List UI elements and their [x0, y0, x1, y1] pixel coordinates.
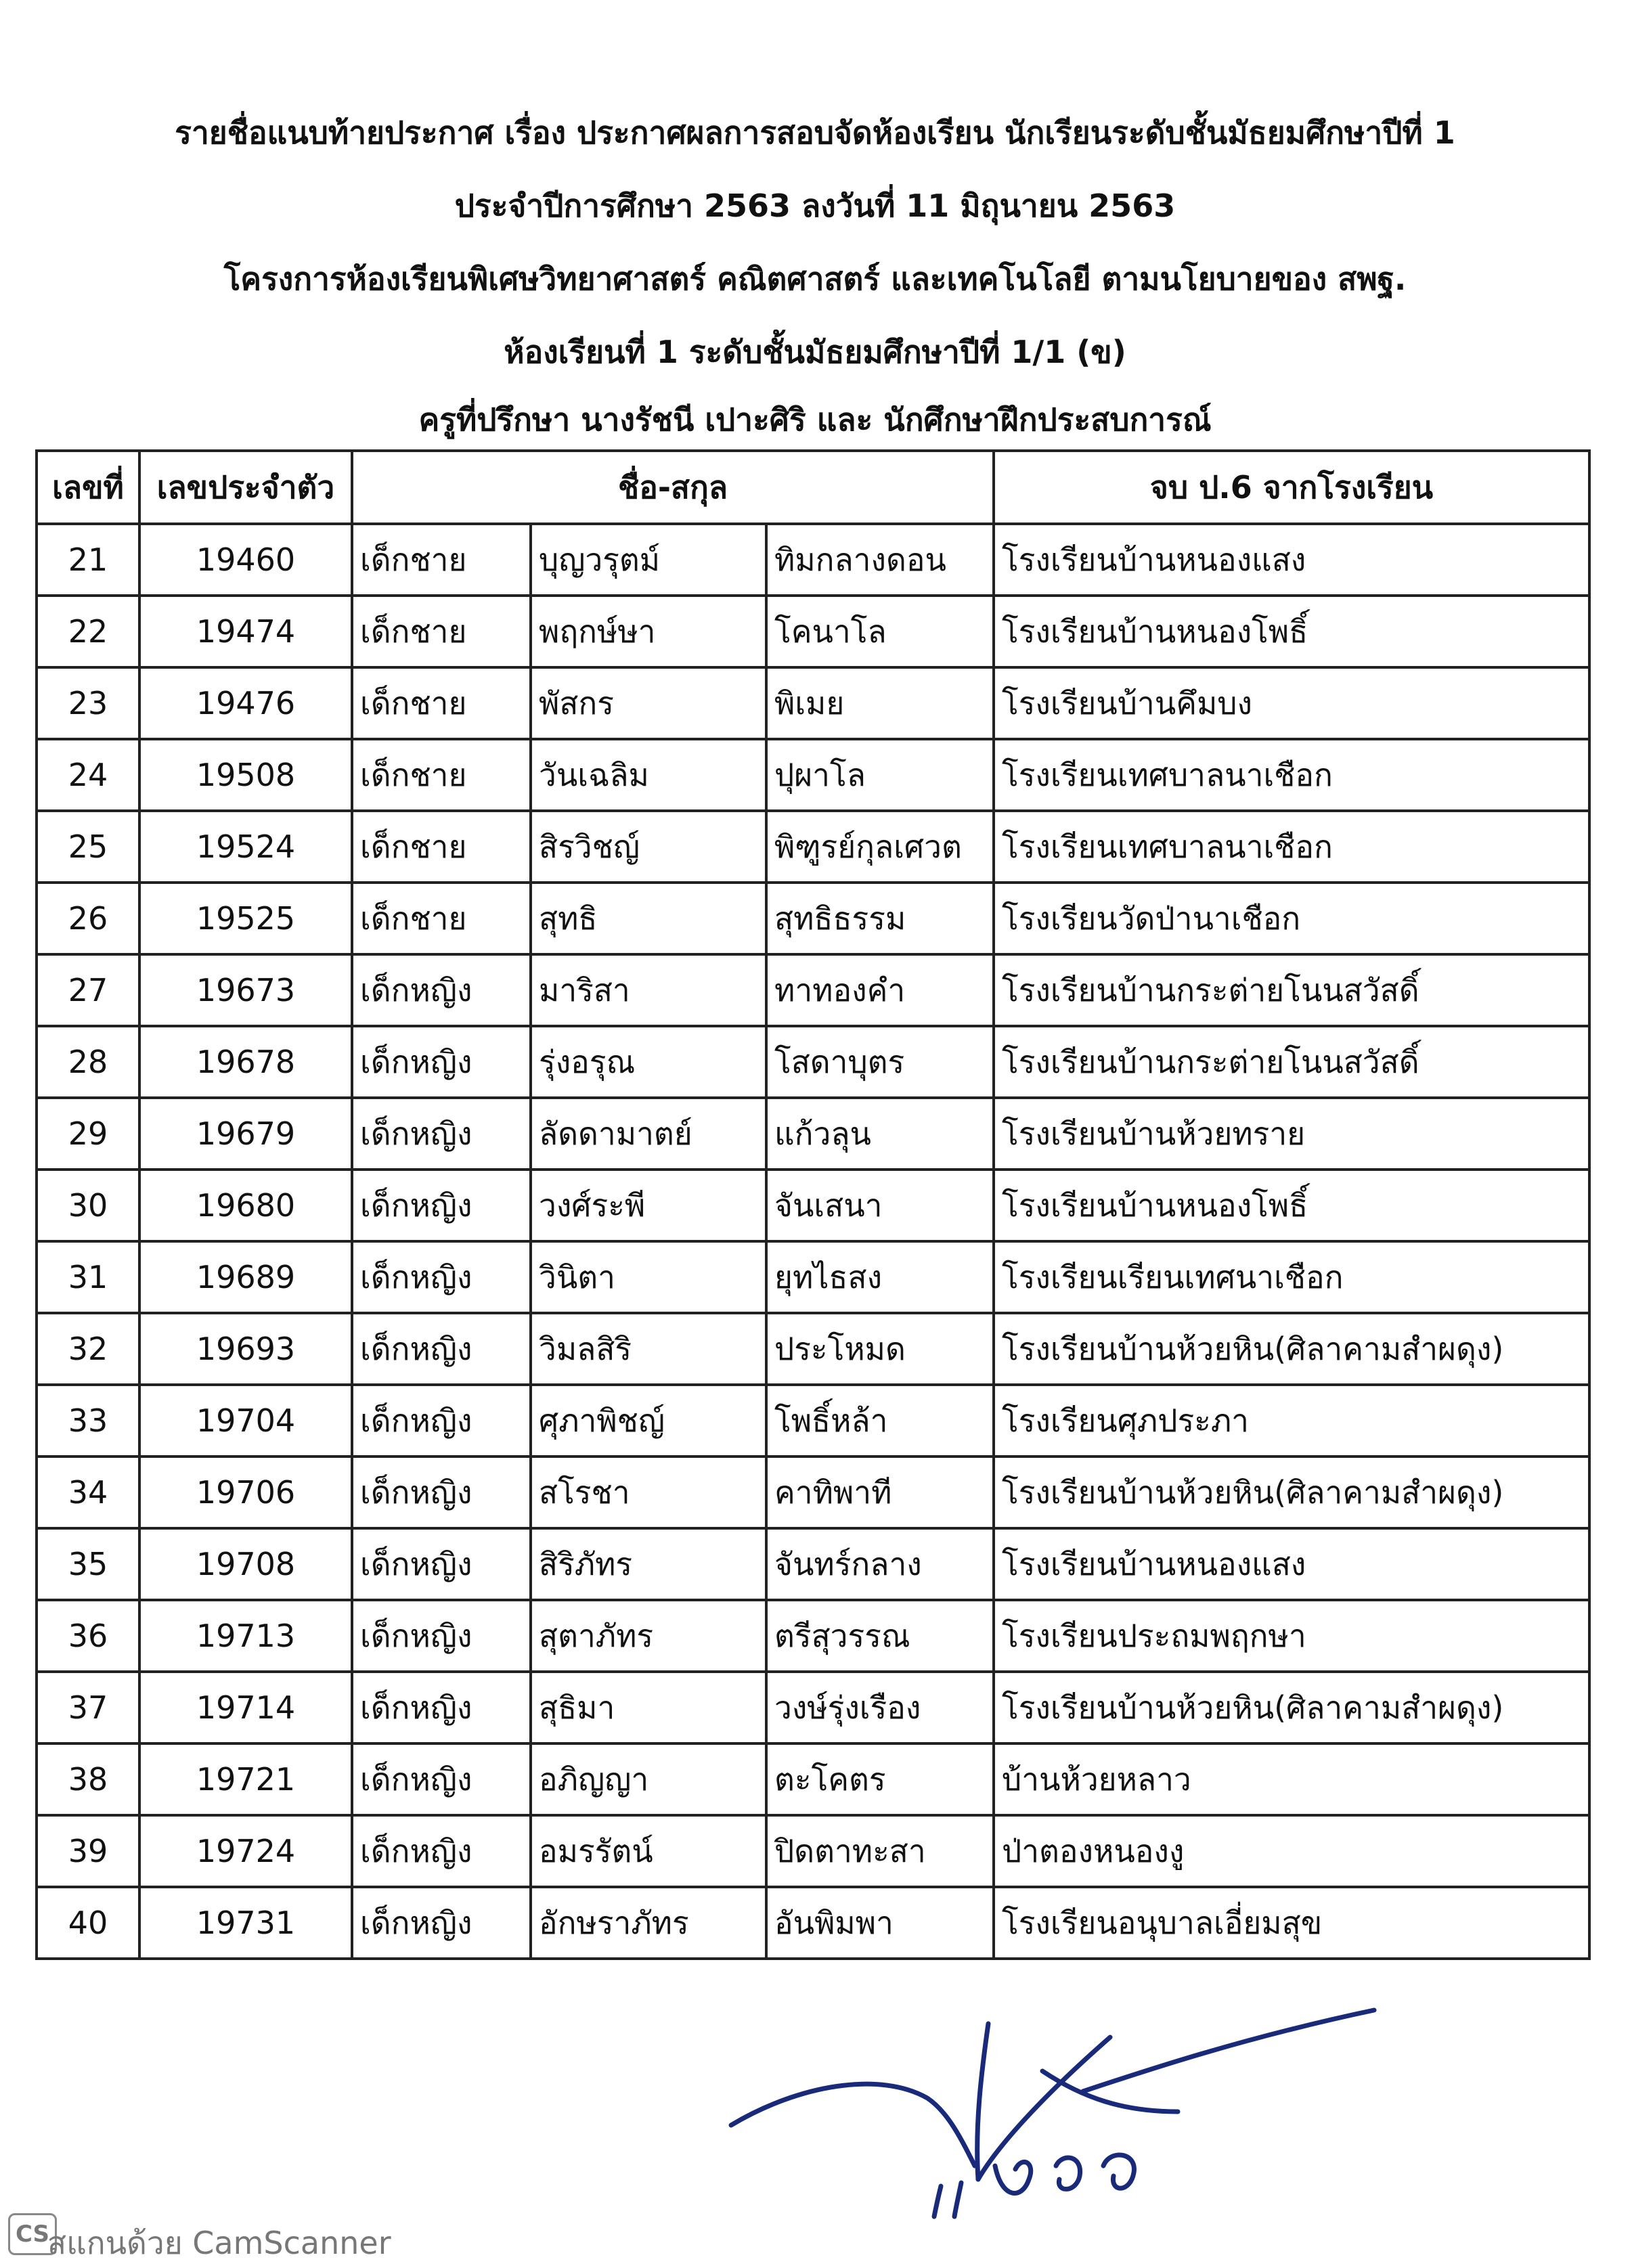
- previous-school: โรงเรียนบ้านหนองโพธิ์: [994, 596, 1589, 667]
- table-row: [37, 1098, 1589, 1170]
- first-name: พัสกร: [531, 667, 766, 739]
- previous-school: โรงเรียนอนุบาลเอี่ยมสุข: [994, 1887, 1589, 1959]
- row-number: 40: [37, 1887, 139, 1959]
- student-id: 19525: [139, 883, 352, 954]
- last-name: แก้วลุน: [766, 1098, 994, 1170]
- name-prefix: เด็กหญิง: [352, 1815, 531, 1887]
- last-name: จันเสนา: [766, 1170, 994, 1241]
- previous-school: โรงเรียนบ้านห้วยหิน(ศิลาคามสำผดุง): [994, 1672, 1589, 1743]
- student-id: 19524: [139, 811, 352, 883]
- name-prefix: เด็กหญิง: [352, 1743, 531, 1815]
- name-prefix: เด็กหญิง: [352, 1098, 531, 1170]
- student-id: 19713: [139, 1600, 352, 1672]
- row-number: 23: [37, 667, 139, 739]
- student-id: 19714: [139, 1672, 352, 1743]
- name-prefix: เด็กหญิง: [352, 1241, 531, 1313]
- name-prefix: เด็กชาย: [352, 739, 531, 811]
- previous-school: โรงเรียนศุภประภา: [994, 1385, 1589, 1457]
- last-name: ทิมกลางดอน: [766, 524, 994, 596]
- previous-school: โรงเรียนบ้านคึมบง: [994, 667, 1589, 739]
- first-name: สุตาภัทร: [531, 1600, 766, 1672]
- camscanner-logo: CS: [8, 2213, 57, 2255]
- table-row: [37, 1600, 1589, 1672]
- first-name: วินิตา: [531, 1241, 766, 1313]
- table-row: [37, 524, 1589, 596]
- table-row: [37, 1743, 1589, 1815]
- student-id: 19460: [139, 524, 352, 596]
- row-number: 27: [37, 954, 139, 1026]
- header-line-program: โครงการห้องเรียนพิเศษวิทยาศาสตร์ คณิตศาสตร์ และเทคโนโลยี ตามนโยบายของ สพฐ.: [223, 261, 1407, 297]
- first-name: สิริภัทร: [531, 1528, 766, 1600]
- previous-school: โรงเรียนบ้านกระต่ายโนนสวัสดิ์: [994, 954, 1589, 1026]
- camscanner-watermark: สแกนด้วย CamScanner: [47, 2225, 391, 2261]
- column-header-school: จบ ป.6 จากโรงเรียน: [994, 451, 1589, 524]
- last-name: ยุทไธสง: [766, 1241, 994, 1313]
- row-number: 36: [37, 1600, 139, 1672]
- student-id: 19673: [139, 954, 352, 1026]
- row-number: 32: [37, 1313, 139, 1385]
- first-name: รุ่งอรุณ: [531, 1026, 766, 1098]
- row-number: 33: [37, 1385, 139, 1457]
- table-row: [37, 883, 1589, 954]
- student-id: 19724: [139, 1815, 352, 1887]
- name-prefix: เด็กหญิง: [352, 1887, 531, 1959]
- name-prefix: เด็กชาย: [352, 811, 531, 883]
- name-prefix: เด็กหญิง: [352, 1026, 531, 1098]
- student-id: 19476: [139, 667, 352, 739]
- name-prefix: เด็กหญิง: [352, 1385, 531, 1457]
- first-name: ศุภาพิชญ์: [531, 1385, 766, 1457]
- handwritten-signature: [704, 1997, 1408, 2220]
- first-name: สุธิมา: [531, 1672, 766, 1743]
- last-name: ปิดตาทะสา: [766, 1815, 994, 1887]
- student-id: 19678: [139, 1026, 352, 1098]
- table-row: [37, 739, 1589, 811]
- table-body: [37, 524, 1589, 1959]
- name-prefix: เด็กหญิง: [352, 1313, 531, 1385]
- row-number: 22: [37, 596, 139, 667]
- last-name: พิฑูรย์กุลเศวต: [766, 811, 994, 883]
- first-name: ลัดดามาตย์: [531, 1098, 766, 1170]
- row-number: 35: [37, 1528, 139, 1600]
- student-id: 19706: [139, 1457, 352, 1528]
- first-name: สิรวิชญ์: [531, 811, 766, 883]
- row-number: 34: [37, 1457, 139, 1528]
- table-row: [37, 1313, 1589, 1385]
- row-number: 38: [37, 1743, 139, 1815]
- last-name: โพธิ์หล้า: [766, 1385, 994, 1457]
- name-prefix: เด็กชาย: [352, 596, 531, 667]
- student-id: 19680: [139, 1170, 352, 1241]
- column-header-id: เลขประจำตัว: [139, 451, 352, 524]
- previous-school: โรงเรียนวัดป่านาเชือก: [994, 883, 1589, 954]
- header-line-announcement: รายชื่อแนบท้ายประกาศ เรื่อง ประกาศผลการสอบจัดห้องเรียน นักเรียนระดับชั้นมัธยมศึกษาปีที่ 1: [175, 114, 1455, 151]
- previous-school: ป่าตองหนองงู: [994, 1815, 1589, 1887]
- previous-school: โรงเรียนบ้านห้วยทราย: [994, 1098, 1589, 1170]
- last-name: ตรีสุวรรณ: [766, 1600, 994, 1672]
- last-name: อันพิมพา: [766, 1887, 994, 1959]
- previous-school: โรงเรียนประถมพฤกษา: [994, 1600, 1589, 1672]
- student-id: 19721: [139, 1743, 352, 1815]
- name-prefix: เด็กหญิง: [352, 1457, 531, 1528]
- first-name: สุทธิ: [531, 883, 766, 954]
- previous-school: โรงเรียนเทศบาลนาเชือก: [994, 739, 1589, 811]
- last-name: โคนาโล: [766, 596, 994, 667]
- table-row: [37, 1385, 1589, 1457]
- row-number: 28: [37, 1026, 139, 1098]
- previous-school: บ้านห้วยหลาว: [994, 1743, 1589, 1815]
- previous-school: โรงเรียนเรียนเทศนาเชือก: [994, 1241, 1589, 1313]
- last-name: สุทธิธรรม: [766, 883, 994, 954]
- table-row: [37, 1170, 1589, 1241]
- student-id: 19693: [139, 1313, 352, 1385]
- row-number: 21: [37, 524, 139, 596]
- student-id: 19708: [139, 1528, 352, 1600]
- last-name: คาทิพาที: [766, 1457, 994, 1528]
- previous-school: โรงเรียนบ้านหนองแสง: [994, 524, 1589, 596]
- previous-school: โรงเรียนบ้านห้วยหิน(ศิลาคามสำผดุง): [994, 1313, 1589, 1385]
- row-number: 30: [37, 1170, 139, 1241]
- table-row: [37, 596, 1589, 667]
- student-id: 19689: [139, 1241, 352, 1313]
- row-number: 37: [37, 1672, 139, 1743]
- table-row: [37, 1815, 1589, 1887]
- first-name: สโรชา: [531, 1457, 766, 1528]
- previous-school: โรงเรียนเทศบาลนาเชือก: [994, 811, 1589, 883]
- last-name: วงษ์รุ่งเรือง: [766, 1672, 994, 1743]
- table-row: [37, 1528, 1589, 1600]
- header-line-date: ประจำปีการศึกษา 2563 ลงวันที่ 11 มิถุนายน 2563: [454, 187, 1176, 224]
- previous-school: โรงเรียนบ้านห้วยหิน(ศิลาคามสำผดุง): [994, 1457, 1589, 1528]
- table-row: [37, 1026, 1589, 1098]
- table-row: [37, 1457, 1589, 1528]
- student-id: 19474: [139, 596, 352, 667]
- name-prefix: เด็กหญิง: [352, 1170, 531, 1241]
- row-number: 39: [37, 1815, 139, 1887]
- first-name: อักษราภัทร: [531, 1887, 766, 1959]
- last-name: จันทร์กลาง: [766, 1528, 994, 1600]
- signature-date-note: 11 มิ.ย.63: [1056, 2208, 1088, 2215]
- row-number: 25: [37, 811, 139, 883]
- previous-school: โรงเรียนบ้านหนองแสง: [994, 1528, 1589, 1600]
- first-name: บุญวรุตม์: [531, 524, 766, 596]
- column-header-name: ชื่อ-สกุล: [352, 451, 994, 524]
- previous-school: โรงเรียนบ้านหนองโพธิ์: [994, 1170, 1589, 1241]
- last-name: ประโหมด: [766, 1313, 994, 1385]
- last-name: ตะโคตร: [766, 1743, 994, 1815]
- student-roster-table: [35, 449, 1591, 1960]
- name-prefix: เด็กหญิง: [352, 1600, 531, 1672]
- first-name: อภิญญา: [531, 1743, 766, 1815]
- first-name: วิมลสิริ: [531, 1313, 766, 1385]
- header-line-classroom: ห้องเรียนที่ 1 ระดับชั้นมัธยมศึกษาปีที่ 1/1 (ข): [504, 334, 1126, 370]
- student-id: 19731: [139, 1887, 352, 1959]
- table-row: [37, 1241, 1589, 1313]
- student-id: 19679: [139, 1098, 352, 1170]
- name-prefix: เด็กชาย: [352, 883, 531, 954]
- table-row: [37, 1887, 1589, 1959]
- last-name: โสดาบุตร: [766, 1026, 994, 1098]
- first-name: พฤกษ์ษา: [531, 596, 766, 667]
- table-row: [37, 1672, 1589, 1743]
- table-row: [37, 954, 1589, 1026]
- first-name: มาริสา: [531, 954, 766, 1026]
- table-header-row: [37, 451, 1589, 524]
- column-header-no: เลขที่: [37, 451, 139, 524]
- name-prefix: เด็กชาย: [352, 524, 531, 596]
- table-row: [37, 811, 1589, 883]
- header-line-advisor: ครูที่ปรึกษา นางรัชนี เปาะศิริ และ นักศึกษาฝึกประสบการณ์: [418, 401, 1212, 438]
- row-number: 31: [37, 1241, 139, 1313]
- name-prefix: เด็กหญิง: [352, 1672, 531, 1743]
- student-id: 19704: [139, 1385, 352, 1457]
- first-name: วันเฉลิม: [531, 739, 766, 811]
- row-number: 26: [37, 883, 139, 954]
- row-number: 24: [37, 739, 139, 811]
- name-prefix: เด็กชาย: [352, 667, 531, 739]
- last-name: ทาทองคำ: [766, 954, 994, 1026]
- previous-school: โรงเรียนบ้านกระต่ายโนนสวัสดิ์: [994, 1026, 1589, 1098]
- last-name: พิเมย: [766, 667, 994, 739]
- table-row: [37, 667, 1589, 739]
- first-name: อมรรัตน์: [531, 1815, 766, 1887]
- last-name: ปุผาโล: [766, 739, 994, 811]
- first-name: วงศ์ระพี: [531, 1170, 766, 1241]
- row-number: 29: [37, 1098, 139, 1170]
- name-prefix: เด็กหญิง: [352, 1528, 531, 1600]
- student-id: 19508: [139, 739, 352, 811]
- name-prefix: เด็กหญิง: [352, 954, 531, 1026]
